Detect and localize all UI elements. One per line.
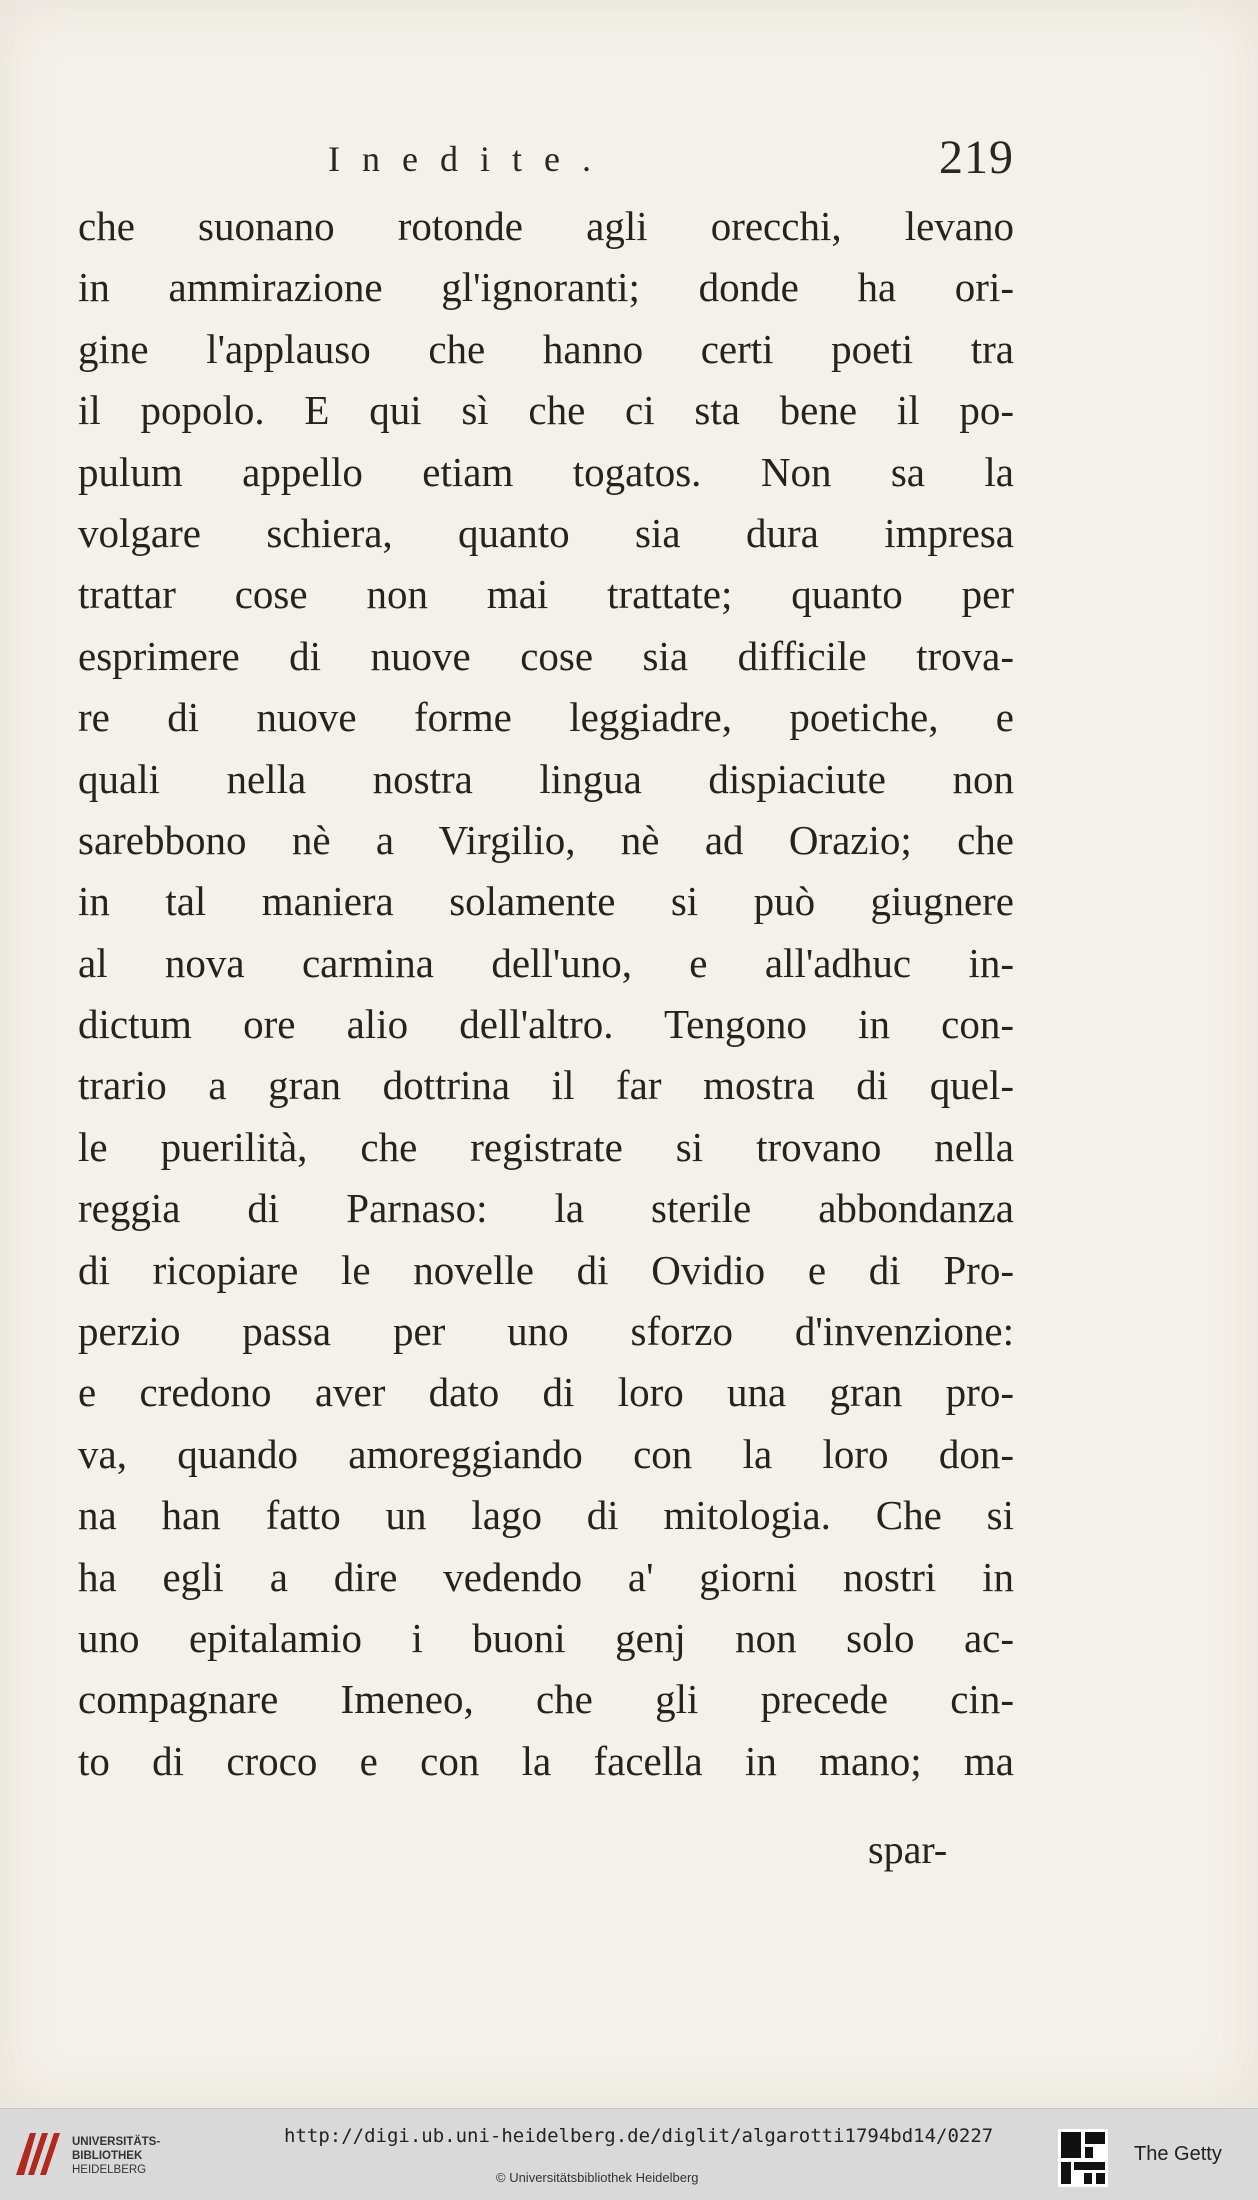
text-line: al nova carmina dell'uno, e all'adhuc in-	[78, 939, 1014, 986]
running-title: Inedite.	[328, 139, 613, 179]
copyright-notice: © Universitätsbibliothek Heidelberg	[496, 2170, 699, 2185]
text-line: compagnare Imeneo, che gli precede cin-	[78, 1676, 1014, 1723]
text-line: pulum appello etiam togatos. Non sa la	[78, 448, 1014, 495]
text-line: quali nella nostra lingua dispiaciute non	[78, 755, 1014, 802]
text-line: ha egli a dire vedendo a' giorni nostri in	[78, 1553, 1014, 1600]
text-line: sarebbono nè a Virgilio, nè ad Orazio; che	[78, 816, 1014, 863]
text-line: le puerilità, che registrate si trovano nella	[78, 1123, 1014, 1170]
text-line: reggia di Parnaso: la sterile abbondanza	[78, 1185, 1014, 1232]
text-line: di ricopiare le novelle di Ovidio e di Pro-	[78, 1246, 1014, 1293]
text-line: gine l'applauso che hanno certi poeti tra	[78, 325, 1014, 372]
text-line: volgare schiera, quanto sia dura impresa	[78, 509, 1014, 556]
text-line: che suonano rotonde agli orecchi, levano	[78, 203, 1014, 249]
text-line: uno epitalamio i buoni genj non solo ac-	[78, 1614, 1014, 1661]
partner-name: The Getty	[1134, 2143, 1222, 2165]
university-library-logo[interactable]	[12, 2125, 162, 2185]
text-line: dictum ore alio dell'altro. Tengono in con-	[78, 1001, 1014, 1048]
body-text	[78, 196, 1014, 1792]
text-line: e credono aver dato di loro una gran pro-	[78, 1369, 1014, 1416]
text-line: re di nuove forme leggiadre, poetiche, e	[78, 694, 1014, 741]
page-header	[78, 130, 1014, 190]
text-line: in tal maniera solamente si può giugnere	[78, 878, 1014, 925]
institution-name: UNIVERSITÄTS- BIBLIOTHEK HEIDELBERG	[72, 2136, 161, 2176]
text-line: to di croco e con la facella in mano; ma	[78, 1737, 1014, 1784]
text-line: esprimere di nuove cose sia difficile trova-	[78, 632, 1014, 679]
text-line: perzio passa per uno sforzo d'invenzione:	[78, 1308, 1014, 1355]
text-line: trario a gran dottrina il far mostra di quel-	[78, 1062, 1014, 1109]
catchword: spar-	[868, 1827, 948, 1872]
text-line: trattar cose non mai trattate; quanto per	[78, 571, 1014, 618]
page-number: 219	[939, 131, 1014, 184]
text-line: va, quando amoreggiando con la loro don-	[78, 1430, 1014, 1477]
getty-logo-icon[interactable]	[1058, 2129, 1108, 2187]
text-line: in ammirazione gl'ignoranti; donde ha ori-	[78, 264, 1014, 311]
text-line: il popolo. E qui sì che ci sta bene il po-	[78, 387, 1014, 434]
viewer-footer	[0, 2108, 1258, 2200]
permalink-url[interactable]: http://digi.ub.uni-heidelberg.de/diglit/algarotti1794bd14/0227	[284, 2125, 994, 2147]
university-library-logo-icon	[12, 2125, 64, 2183]
text-line: na han fatto un lago di mitologia. Che si	[78, 1492, 1014, 1539]
